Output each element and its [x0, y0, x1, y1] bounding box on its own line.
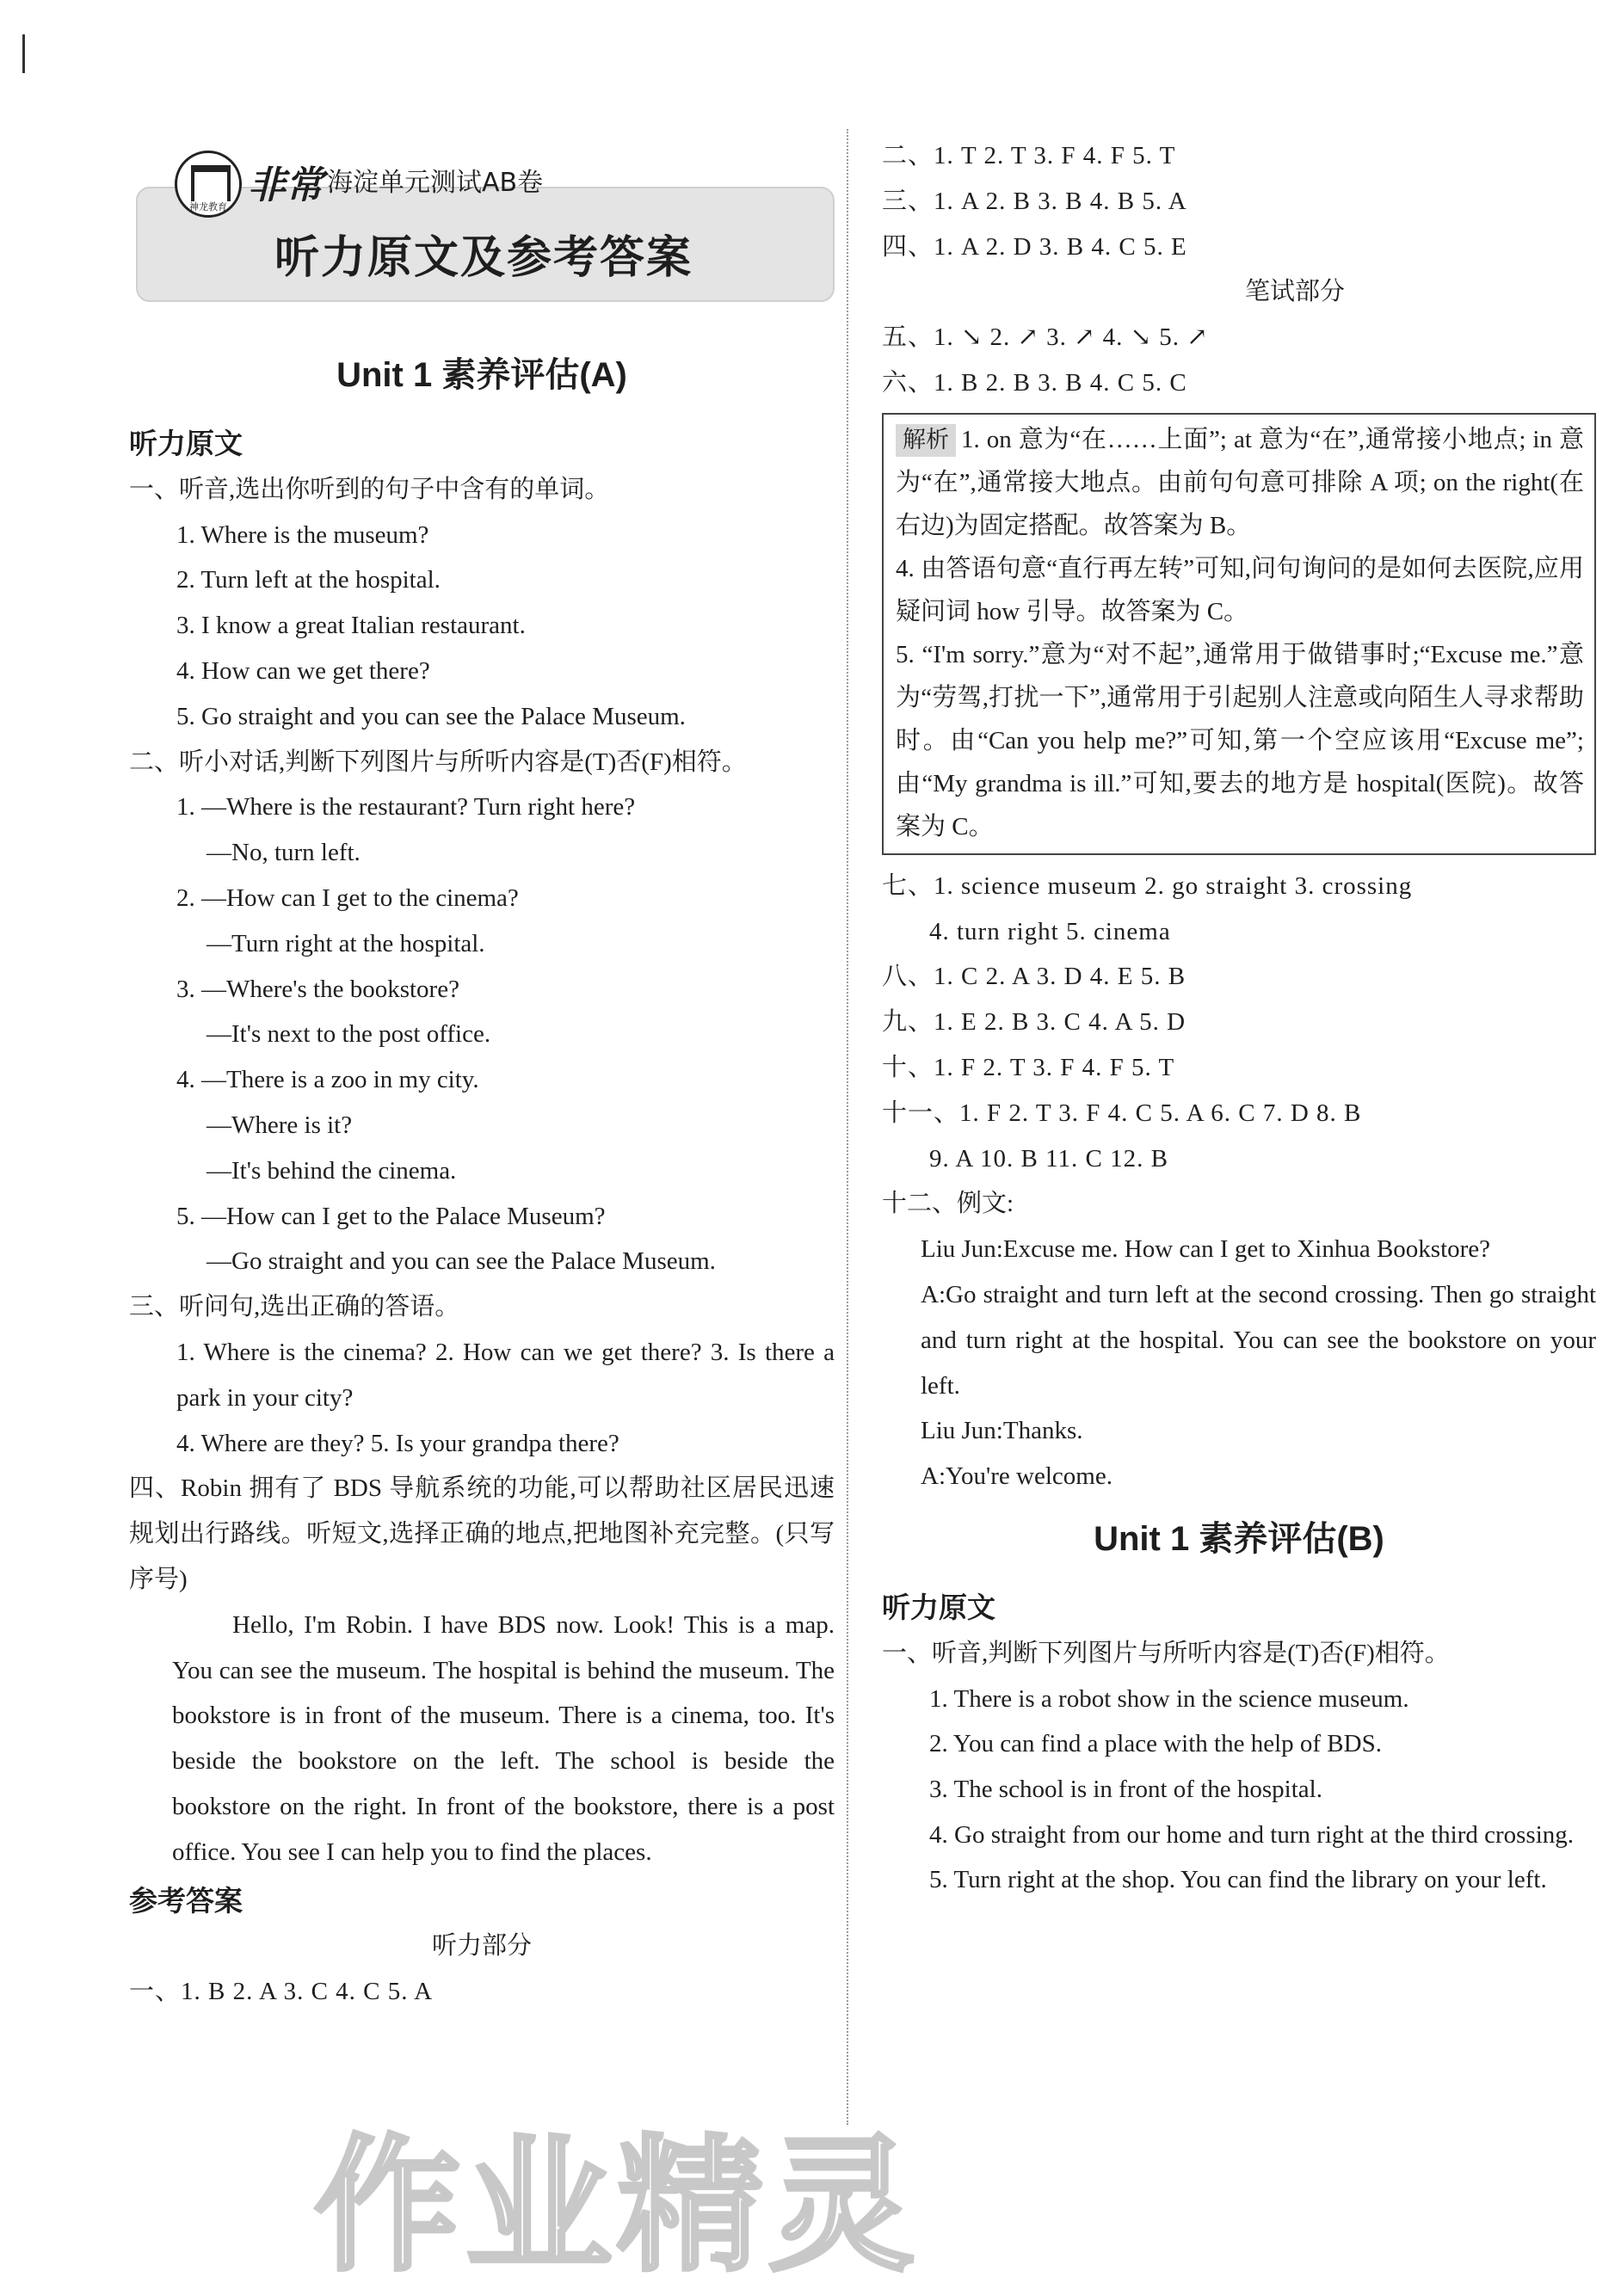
q2-line: 5. —How can I get to the Palace Museum?: [176, 1202, 606, 1230]
q2-line: —It's behind the cinema.: [206, 1156, 457, 1185]
section-listening-b-text: 听力原文: [882, 1591, 995, 1623]
column-divider: [847, 129, 848, 2125]
dialog-speaker: A:: [921, 1280, 946, 1308]
left-column: [129, 129, 835, 2015]
dialog-text: Excuse me. How can I get to Xinhua Bookstore?: [1002, 1235, 1491, 1264]
q1-item: 1. Where is the museum?: [176, 520, 429, 549]
answer-row: 六、1. B 2. B 3. B 4. C 5. C: [882, 368, 1187, 397]
answer-row: 十、1. F 2. T 3. F 4. F 5. T: [882, 1053, 1175, 1081]
answers-title: 参考答案: [129, 1884, 243, 1917]
seal-text: 神龙教育: [189, 201, 227, 212]
analysis-text-2: 4. 由答语句意“直行再左转”可知,问句询问的是如何去医院,应用疑问词 how 引导。故答案为 C。: [896, 554, 1584, 625]
dialog-line: [882, 1227, 1596, 1272]
dialog-line: [882, 1272, 1596, 1408]
b-q1-item: 2. You can find a place with the help of BDS.: [929, 1730, 1382, 1758]
answer-row: 十二、例文:: [882, 1190, 1014, 1218]
q1-item: 2. Turn left at the hospital.: [176, 566, 441, 594]
unit-title-a: Unit 1 素养评估(A): [336, 356, 627, 394]
answer-row: 4. turn right 5. cinema: [929, 917, 1171, 945]
dialog-speaker: A:: [921, 1462, 946, 1491]
b-q1-item: 4. Go straight from our home and turn right at the third crossing.: [929, 1820, 1575, 1849]
answer-row: 一、1. B 2. A 3. C 4. C 5. A: [129, 1978, 434, 2006]
watermark-text: 作业精灵: [314, 2121, 921, 2292]
answer-row: 二、1. T 2. T 3. F 4. F 5. T: [882, 142, 1176, 169]
b-q1-item: 1. There is a robot show in the science museum.: [929, 1684, 1409, 1713]
section-listening-text: 听力原文: [129, 428, 243, 459]
q2-line: —Go straight and you can see the Palace Museum.: [206, 1247, 716, 1276]
b-q1-item: 5. Turn right at the shop. You can find the library on your left.: [929, 1865, 1547, 1893]
page-edge-mark: [22, 34, 25, 73]
analysis-paragraph: [896, 418, 1584, 547]
dialog-text: Thanks.: [1002, 1417, 1083, 1445]
dialog-text: Go straight and turn left at the second crossing. Then go straight and turn right at the hospital. You can see the bookstore on your left.: [921, 1280, 1596, 1400]
dialog-line: [882, 1408, 1596, 1454]
analysis-text-1: 1. on 意为“在……上面”; at 意为“在”,通常接小地点; in 意为“在”,通常接大地点。由前句句意可排除 A 项; on the right(在右边)为固定搭配。故答案为 B。: [896, 425, 1584, 539]
answer-row: 五、1. ↘ 2. ↗ 3. ↗ 4. ↘ 5. ↗: [882, 323, 1209, 352]
q2-line: 1. —Where is the restaurant? Turn right here?: [176, 793, 636, 822]
written-part-label: 笔试部分: [1244, 278, 1345, 306]
q1-item: 5. Go straight and you can see the Palace Museum.: [176, 702, 686, 730]
answer-row: 四、1. A 2. D 3. B 4. C 5. E: [882, 232, 1187, 261]
q3-text-2: 4. Where are they? 5. Is your grandpa there?: [176, 1429, 619, 1457]
right-column: [882, 133, 1596, 1902]
answer-row: 9. A 10. B 11. C 12. B: [929, 1144, 1168, 1173]
series-subtitle: 海淀单元测试AB卷: [327, 168, 544, 198]
unit-title-b: Unit 1 素养评估(B): [1094, 1519, 1384, 1558]
analysis-tag: 解析: [896, 424, 956, 457]
answer-row: 九、1. E 2. B 3. C 4. A 5. D: [882, 1008, 1186, 1037]
q2-line: —It's next to the post office.: [206, 1020, 491, 1049]
q1-title: 一、听音,选出你听到的句子中含有的单词。: [129, 475, 610, 503]
analysis-text-3: 5. “I'm sorry.”意为“对不起”,通常用于做错事时;“Excuse me.”意为“劳驾,打扰一下”,通常用于引起别人注意或向陌生人寻求帮助时。由“Can you help me?”可知,第一个空应该用“Excuse me”;由“My grandma is ill.”可知,要去的地方是 hospital(医院)。故答案为 C。: [896, 640, 1584, 840]
dialog-text: You're welcome.: [946, 1462, 1113, 1491]
listening-part-label: 听力部分: [431, 1932, 532, 1961]
q2-line: 3. —Where's the bookstore?: [176, 975, 459, 1003]
q2-line: —Turn right at the hospital.: [206, 929, 485, 957]
q4-passage: Hello, I'm Robin. I have BDS now. Look! This is a map. You can see the museum. The hospital is behind the museum. The bookstore is in front of the museum. There is a cinema, too. It's beside the bookstore on the left. The school is beside the bookstore on the right. In front of the bookstore, there is a post office. You see I can help you to find the places.: [172, 1610, 835, 1866]
q2-line: 4. —There is a zoo in my city.: [176, 1066, 479, 1094]
q2-line: —No, turn left.: [206, 839, 361, 867]
answer-row: 十一、1. F 2. T 3. F 4. C 5. A 6. C 7. D 8. B: [882, 1099, 1362, 1127]
q2-line: —Where is it?: [206, 1111, 353, 1139]
dialog-speaker: Liu Jun:: [921, 1235, 1003, 1264]
analysis-box: [882, 413, 1596, 855]
q1-item: 4. How can we get there?: [176, 656, 430, 685]
q2-title: 二、听小对话,判断下列图片与所听内容是(T)否(F)相符。: [129, 748, 747, 776]
answer-row: 七、1. science museum 2. go straight 3. crossing: [882, 871, 1413, 900]
answer-row: 三、1. A 2. B 3. B 4. B 5. A: [882, 187, 1187, 215]
q3-text: 1. Where is the cinema? 2. How can we get there? 3. Is there a park in your city?: [176, 1338, 835, 1412]
dialog-line: [882, 1454, 1596, 1499]
b-q1-title: 一、听音,判断下列图片与所听内容是(T)否(F)相符。: [882, 1639, 1450, 1667]
page-title: 听力原文及参考答案: [274, 232, 693, 284]
q1-item: 3. I know a great Italian restaurant.: [176, 612, 526, 640]
brand-logo: 非常: [248, 163, 324, 207]
dialog-speaker: Liu Jun:: [921, 1417, 1003, 1445]
q3-title: 三、听问句,选出正确的答语。: [129, 1293, 460, 1321]
answer-row: 八、1. C 2. A 3. D 4. E 5. B: [882, 963, 1186, 991]
q4-title: 四、Robin 拥有了 BDS 导航系统的功能,可以帮助社区居民迅速规划出行路线。听短文,选择正确的地点,把地图补充完整。(只写序号): [129, 1474, 835, 1593]
b-q1-item: 3. The school is in front of the hospital.: [929, 1776, 1322, 1804]
q2-line: 2. —How can I get to the cinema?: [176, 883, 519, 912]
